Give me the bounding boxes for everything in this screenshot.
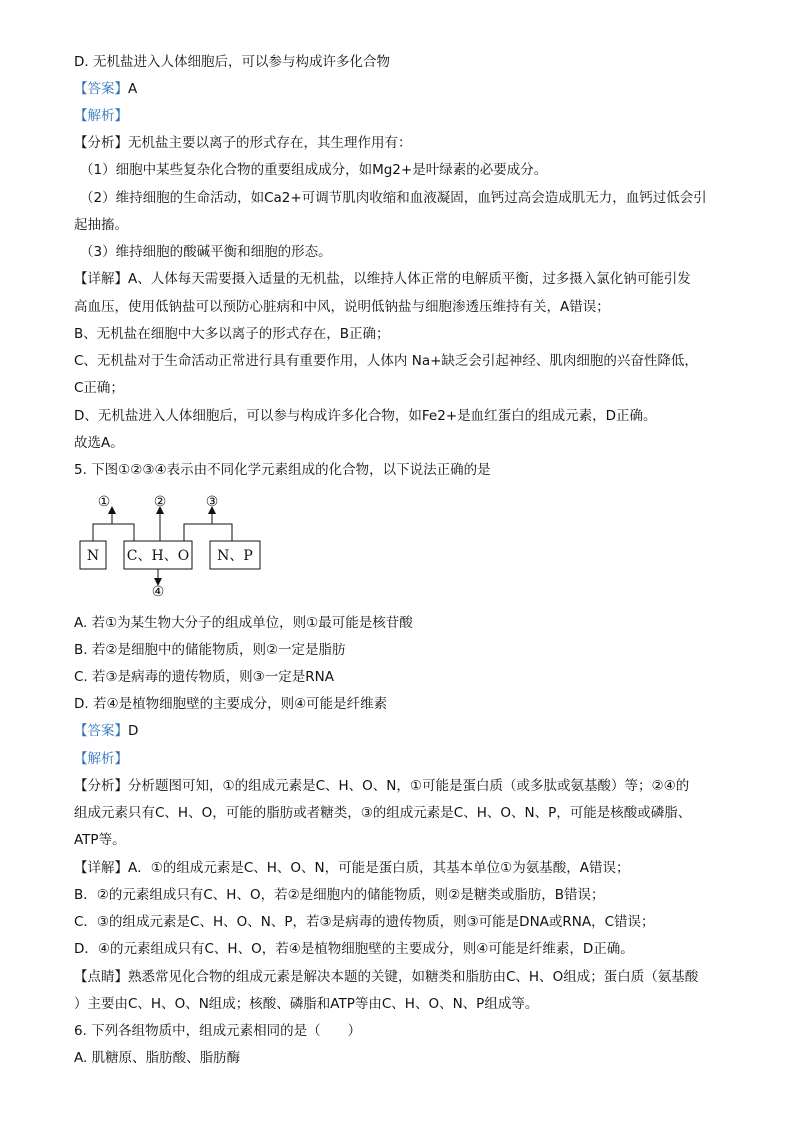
detail-c-cont: C正确； (74, 380, 124, 396)
option-d-q5: D. 若④是植物细胞壁的主要成分，则④可能是纤维素 (74, 696, 388, 712)
option-c-q5: C. 若③是病毒的遗传物质，则③一定是RNA (74, 669, 334, 685)
detail-q5-a: 【详解】A．①的组成元素是C、H、O、N，可能是蛋白质，其基本单位①为氨基酸，A错误； (74, 860, 630, 876)
label-2: ② (153, 494, 167, 510)
connector-3 (184, 524, 232, 541)
analysis-q5-cont2: ATP等。 (74, 832, 126, 848)
detail-q5-c: C．③的组成元素是C、H、O、N、P，若③是病毒的遗传物质，则③可能是DNA或RNA，C错误； (74, 914, 655, 930)
question-6-stem: 6. 下列各组物质中，组成元素相同的是（ ） (74, 1023, 362, 1039)
element-compound-diagram (74, 488, 304, 600)
box-n-label: N (86, 548, 100, 564)
answer-line-q5: 【答案】D (74, 723, 139, 739)
answer-line-q4: 【答案】A (74, 81, 138, 97)
label-4: ④ (151, 584, 165, 600)
detail-line: 【详解】A、人体每天需要摄入适量的无机盐，以维持人体正常的电解质平衡，过多摄入氯化钠可能引发 (74, 271, 691, 287)
option-b-q5: B. 若②是细胞中的储能物质，则②一定是脂肪 (74, 642, 346, 658)
option-d-q4: D. 无机盐进入人体细胞后，可以参与构成许多化合物 (74, 54, 390, 70)
label-1: ① (97, 494, 111, 510)
detail-c: C、无机盐对于生命活动正常进行具有重要作用，人体内 Na+缺乏会引起神经、肌肉细胞的兴奋性降低， (74, 353, 698, 369)
connector-1 (93, 524, 134, 541)
analysis-point-2: （2）维持细胞的生命活动，如Ca2+可调节肌肉收缩和血液凝固，血钙过高会造成肌无力，血钙过低会引 (80, 190, 707, 206)
analysis-point-3: （3）维持细胞的酸碱平衡和细胞的形态。 (80, 244, 332, 260)
analysis-point-1: （1）细胞中某些复杂化合物的重要组成成分，如Mg2+是叶绿素的必要成分。 (80, 162, 548, 178)
analysis-heading-q5: 【解析】 (74, 751, 128, 767)
analysis-q5-cont1: 组成元素只有C、H、O，可能的脂肪或者糖类，③的组成元素是C、H、O、N、P，可能是核酸或磷脂、 (74, 805, 692, 821)
detail-line-cont: 高血压，使用低钠盐可以预防心脏病和中风，说明低钠盐与细胞渗透压维持有关，A错误； (74, 299, 610, 315)
detail-q5-d: D．④的元素组成只有C、H、O，若④是植物细胞壁的主要成分，则④可能是纤维素，D正确。 (74, 941, 634, 957)
choice-line-q4: 故选A。 (74, 435, 124, 451)
option-a-q5: A. 若①为某生物大分子的组成单位，则①最可能是核苷酸 (74, 615, 413, 631)
question-5-stem: 5. 下图①②③④表示由不同化学元素组成的化合物，以下说法正确的是 (74, 462, 491, 478)
analysis-heading-q4: 【解析】 (74, 108, 128, 124)
comment-q5-cont: ）主要由C、H、O、N组成；核酸、磷脂和ATP等由C、H、O、N、P组成等。 (74, 996, 539, 1012)
label-3: ③ (205, 494, 219, 510)
analysis-line: 【分析】无机盐主要以离子的形式存在，其生理作用有： (74, 135, 412, 151)
box-np-label: N、P (217, 548, 253, 564)
comment-q5: 【点睛】熟悉常见化合物的组成元素是解决本题的关键，如糖类和脂肪由C、H、O组成；蛋白质（氨基酸 (74, 969, 699, 985)
analysis-point-2-cont: 起抽搐。 (74, 217, 128, 233)
box-chon-label: C、H、O (126, 548, 190, 564)
option-a-q6: A. 肌糖原、脂肪酸、脂肪酶 (74, 1050, 241, 1066)
detail-d: D、无机盐进入人体细胞后，可以参与构成许多化合物，如Fe2+是血红蛋白的组成元素，D正确。 (74, 408, 657, 424)
analysis-q5: 【分析】分析题图可知，①的组成元素是C、H、O、N，①可能是蛋白质（或多肽或氨基酸）等；②④的 (74, 778, 690, 794)
detail-q5-b: B．②的元素组成只有C、H、O，若②是细胞内的储能物质，则②是糖类或脂肪，B错误； (74, 887, 605, 903)
detail-b: B、无机盐在细胞中大多以离子的形式存在，B正确； (74, 326, 390, 342)
